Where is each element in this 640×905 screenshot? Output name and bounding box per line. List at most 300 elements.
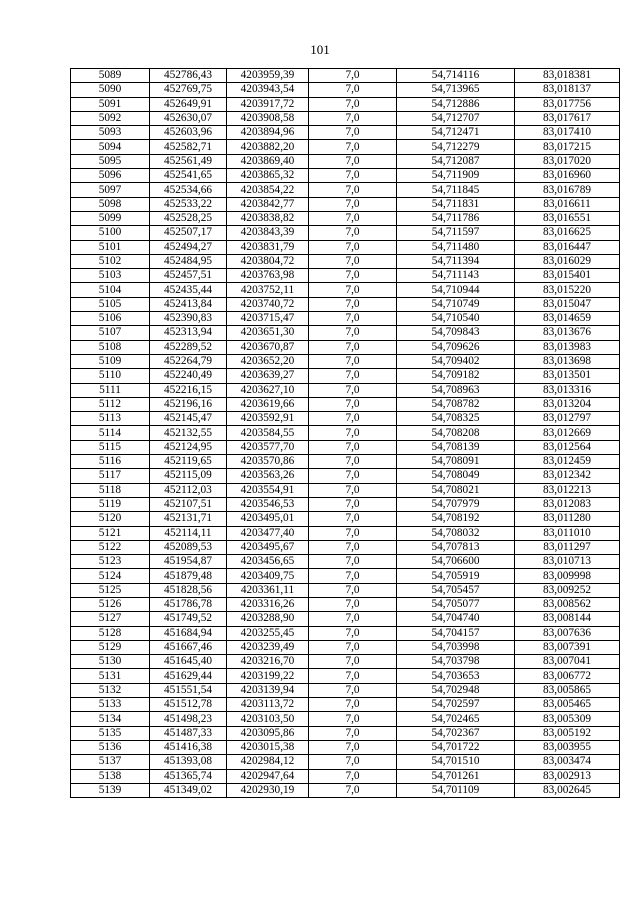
latitude-cell: 54,704157 <box>397 626 515 640</box>
point-number-cell: 5099 <box>71 211 150 225</box>
value-cell: 7,0 <box>309 783 397 797</box>
coordinates-table <box>70 68 620 798</box>
y-coordinate-cell: 4203216,70 <box>227 655 309 669</box>
table-row <box>71 412 620 426</box>
page-number: 101 <box>310 42 330 57</box>
latitude-cell: 54,711480 <box>397 240 515 254</box>
longitude-cell: 83,018137 <box>515 83 620 97</box>
value-cell: 7,0 <box>309 183 397 197</box>
point-number-cell: 5136 <box>71 740 150 754</box>
longitude-cell: 83,017756 <box>515 97 620 111</box>
longitude-cell: 83,010713 <box>515 555 620 569</box>
table-row <box>71 397 620 411</box>
longitude-cell: 83,009252 <box>515 583 620 597</box>
point-number-cell: 5128 <box>71 626 150 640</box>
table-row <box>71 626 620 640</box>
y-coordinate-cell: 4203409,75 <box>227 569 309 583</box>
x-coordinate-cell: 452145,47 <box>150 412 227 426</box>
y-coordinate-cell: 4203869,40 <box>227 154 309 168</box>
value-cell: 7,0 <box>309 354 397 368</box>
point-number-cell: 5101 <box>71 240 150 254</box>
y-coordinate-cell: 4203854,22 <box>227 183 309 197</box>
point-number-cell: 5121 <box>71 526 150 540</box>
x-coordinate-cell: 451786,78 <box>150 597 227 611</box>
longitude-cell: 83,012459 <box>515 455 620 469</box>
value-cell: 7,0 <box>309 455 397 469</box>
y-coordinate-cell: 4203477,40 <box>227 526 309 540</box>
point-number-cell: 5092 <box>71 111 150 125</box>
longitude-cell: 83,008144 <box>515 612 620 626</box>
value-cell: 7,0 <box>309 240 397 254</box>
x-coordinate-cell: 452528,25 <box>150 211 227 225</box>
value-cell: 7,0 <box>309 97 397 111</box>
x-coordinate-cell: 452132,55 <box>150 426 227 440</box>
point-number-cell: 5098 <box>71 197 150 211</box>
y-coordinate-cell: 4203831,79 <box>227 240 309 254</box>
point-number-cell: 5106 <box>71 312 150 326</box>
point-number-cell: 5096 <box>71 169 150 183</box>
longitude-cell: 83,016960 <box>515 169 620 183</box>
table-row <box>71 469 620 483</box>
longitude-cell: 83,013698 <box>515 354 620 368</box>
table-row <box>71 698 620 712</box>
x-coordinate-cell: 452630,07 <box>150 111 227 125</box>
value-cell: 7,0 <box>309 597 397 611</box>
latitude-cell: 54,703998 <box>397 640 515 654</box>
latitude-cell: 54,703653 <box>397 669 515 683</box>
y-coordinate-cell: 4203592,91 <box>227 412 309 426</box>
table-row <box>71 69 620 83</box>
y-coordinate-cell: 4203113,72 <box>227 698 309 712</box>
x-coordinate-cell: 451954,87 <box>150 555 227 569</box>
x-coordinate-cell: 452534,66 <box>150 183 227 197</box>
longitude-cell: 83,016625 <box>515 226 620 240</box>
x-coordinate-cell: 452131,71 <box>150 512 227 526</box>
longitude-cell: 83,011010 <box>515 526 620 540</box>
x-coordinate-cell: 451416,38 <box>150 740 227 754</box>
table-row <box>71 597 620 611</box>
longitude-cell: 83,016789 <box>515 183 620 197</box>
x-coordinate-cell: 452119,65 <box>150 455 227 469</box>
value-cell: 7,0 <box>309 326 397 340</box>
point-number-cell: 5132 <box>71 683 150 697</box>
longitude-cell: 83,015220 <box>515 283 620 297</box>
latitude-cell: 54,710540 <box>397 312 515 326</box>
longitude-cell: 83,017215 <box>515 140 620 154</box>
latitude-cell: 54,701510 <box>397 755 515 769</box>
latitude-cell: 54,708192 <box>397 512 515 526</box>
latitude-cell: 54,701722 <box>397 740 515 754</box>
longitude-cell: 83,005865 <box>515 683 620 697</box>
table-row <box>71 312 620 326</box>
latitude-cell: 54,711143 <box>397 269 515 283</box>
table-row <box>71 526 620 540</box>
latitude-cell: 54,708208 <box>397 426 515 440</box>
x-coordinate-cell: 452124,95 <box>150 440 227 454</box>
point-number-cell: 5108 <box>71 340 150 354</box>
x-coordinate-cell: 452561,49 <box>150 154 227 168</box>
point-number-cell: 5102 <box>71 254 150 268</box>
y-coordinate-cell: 4202930,19 <box>227 783 309 797</box>
x-coordinate-cell: 451512,78 <box>150 698 227 712</box>
value-cell: 7,0 <box>309 126 397 140</box>
x-coordinate-cell: 451551,54 <box>150 683 227 697</box>
y-coordinate-cell: 4203894,96 <box>227 126 309 140</box>
longitude-cell: 83,003955 <box>515 740 620 754</box>
latitude-cell: 54,711394 <box>397 254 515 268</box>
value-cell: 7,0 <box>309 312 397 326</box>
value-cell: 7,0 <box>309 712 397 726</box>
x-coordinate-cell: 452533,22 <box>150 197 227 211</box>
y-coordinate-cell: 4203495,01 <box>227 512 309 526</box>
value-cell: 7,0 <box>309 383 397 397</box>
value-cell: 7,0 <box>309 555 397 569</box>
latitude-cell: 54,708049 <box>397 469 515 483</box>
value-cell: 7,0 <box>309 755 397 769</box>
longitude-cell: 83,017617 <box>515 111 620 125</box>
point-number-cell: 5112 <box>71 397 150 411</box>
longitude-cell: 83,005465 <box>515 698 620 712</box>
y-coordinate-cell: 4203715,47 <box>227 312 309 326</box>
y-coordinate-cell: 4203103,50 <box>227 712 309 726</box>
y-coordinate-cell: 4203865,32 <box>227 169 309 183</box>
x-coordinate-cell: 452264,79 <box>150 354 227 368</box>
value-cell: 7,0 <box>309 683 397 697</box>
x-coordinate-cell: 452289,52 <box>150 340 227 354</box>
longitude-cell: 83,012083 <box>515 497 620 511</box>
value-cell: 7,0 <box>309 669 397 683</box>
point-number-cell: 5095 <box>71 154 150 168</box>
point-number-cell: 5118 <box>71 483 150 497</box>
x-coordinate-cell: 452216,15 <box>150 383 227 397</box>
point-number-cell: 5097 <box>71 183 150 197</box>
latitude-cell: 54,709626 <box>397 340 515 354</box>
longitude-cell: 83,016447 <box>515 240 620 254</box>
value-cell: 7,0 <box>309 726 397 740</box>
point-number-cell: 5089 <box>71 69 150 83</box>
y-coordinate-cell: 4203670,87 <box>227 340 309 354</box>
value-cell: 7,0 <box>309 412 397 426</box>
latitude-cell: 54,705457 <box>397 583 515 597</box>
y-coordinate-cell: 4203316,26 <box>227 597 309 611</box>
x-coordinate-cell: 452114,11 <box>150 526 227 540</box>
point-number-cell: 5117 <box>71 469 150 483</box>
y-coordinate-cell: 4203570,86 <box>227 455 309 469</box>
x-coordinate-cell: 452786,43 <box>150 69 227 83</box>
table-row <box>71 783 620 797</box>
table-row <box>71 340 620 354</box>
value-cell: 7,0 <box>309 483 397 497</box>
table-row <box>71 97 620 111</box>
value-cell: 7,0 <box>309 569 397 583</box>
value-cell: 7,0 <box>309 583 397 597</box>
x-coordinate-cell: 452541,65 <box>150 169 227 183</box>
value-cell: 7,0 <box>309 226 397 240</box>
latitude-cell: 54,702597 <box>397 698 515 712</box>
longitude-cell: 83,003474 <box>515 755 620 769</box>
table-row <box>71 240 620 254</box>
point-number-cell: 5130 <box>71 655 150 669</box>
longitude-cell: 83,005192 <box>515 726 620 740</box>
longitude-cell: 83,011297 <box>515 540 620 554</box>
latitude-cell: 54,709182 <box>397 369 515 383</box>
table-row <box>71 326 620 340</box>
value-cell: 7,0 <box>309 469 397 483</box>
y-coordinate-cell: 4203495,67 <box>227 540 309 554</box>
table-row <box>71 569 620 583</box>
longitude-cell: 83,005309 <box>515 712 620 726</box>
x-coordinate-cell: 452196,16 <box>150 397 227 411</box>
latitude-cell: 54,701261 <box>397 769 515 783</box>
coordinates-table-body <box>71 69 620 798</box>
x-coordinate-cell: 451879,48 <box>150 569 227 583</box>
latitude-cell: 54,711845 <box>397 183 515 197</box>
table-row <box>71 740 620 754</box>
y-coordinate-cell: 4203554,91 <box>227 483 309 497</box>
latitude-cell: 54,708963 <box>397 383 515 397</box>
longitude-cell: 83,007636 <box>515 626 620 640</box>
value-cell: 7,0 <box>309 540 397 554</box>
x-coordinate-cell: 452507,17 <box>150 226 227 240</box>
latitude-cell: 54,712279 <box>397 140 515 154</box>
point-number-cell: 5100 <box>71 226 150 240</box>
point-number-cell: 5138 <box>71 769 150 783</box>
point-number-cell: 5105 <box>71 297 150 311</box>
value-cell: 7,0 <box>309 83 397 97</box>
x-coordinate-cell: 452115,09 <box>150 469 227 483</box>
longitude-cell: 83,018381 <box>515 69 620 83</box>
x-coordinate-cell: 452390,83 <box>150 312 227 326</box>
longitude-cell: 83,014659 <box>515 312 620 326</box>
longitude-cell: 83,015401 <box>515 269 620 283</box>
table-row <box>71 297 620 311</box>
y-coordinate-cell: 4203639,27 <box>227 369 309 383</box>
table-row <box>71 211 620 225</box>
y-coordinate-cell: 4203842,77 <box>227 197 309 211</box>
point-number-cell: 5114 <box>71 426 150 440</box>
longitude-cell: 83,013676 <box>515 326 620 340</box>
table-row <box>71 640 620 654</box>
latitude-cell: 54,711909 <box>397 169 515 183</box>
table-row <box>71 540 620 554</box>
value-cell: 7,0 <box>309 640 397 654</box>
point-number-cell: 5110 <box>71 369 150 383</box>
table-row <box>71 369 620 383</box>
point-number-cell: 5131 <box>71 669 150 683</box>
table-row <box>71 726 620 740</box>
y-coordinate-cell: 4203843,39 <box>227 226 309 240</box>
point-number-cell: 5122 <box>71 540 150 554</box>
point-number-cell: 5111 <box>71 383 150 397</box>
table-row <box>71 769 620 783</box>
point-number-cell: 5129 <box>71 640 150 654</box>
point-number-cell: 5107 <box>71 326 150 340</box>
x-coordinate-cell: 451349,02 <box>150 783 227 797</box>
table-row <box>71 483 620 497</box>
point-number-cell: 5125 <box>71 583 150 597</box>
latitude-cell: 54,702948 <box>397 683 515 697</box>
value-cell: 7,0 <box>309 340 397 354</box>
table-row <box>71 426 620 440</box>
x-coordinate-cell: 451498,23 <box>150 712 227 726</box>
latitude-cell: 54,708325 <box>397 412 515 426</box>
y-coordinate-cell: 4203139,94 <box>227 683 309 697</box>
point-number-cell: 5126 <box>71 597 150 611</box>
y-coordinate-cell: 4203740,72 <box>227 297 309 311</box>
table-row <box>71 226 620 240</box>
longitude-cell: 83,012564 <box>515 440 620 454</box>
longitude-cell: 83,016611 <box>515 197 620 211</box>
latitude-cell: 54,709402 <box>397 354 515 368</box>
point-number-cell: 5137 <box>71 755 150 769</box>
value-cell: 7,0 <box>309 283 397 297</box>
table-row <box>71 197 620 211</box>
y-coordinate-cell: 4203752,11 <box>227 283 309 297</box>
table-row <box>71 712 620 726</box>
value-cell: 7,0 <box>309 769 397 783</box>
x-coordinate-cell: 452107,51 <box>150 497 227 511</box>
latitude-cell: 54,711597 <box>397 226 515 240</box>
y-coordinate-cell: 4203627,10 <box>227 383 309 397</box>
point-number-cell: 5093 <box>71 126 150 140</box>
longitude-cell: 83,006772 <box>515 669 620 683</box>
value-cell: 7,0 <box>309 698 397 712</box>
y-coordinate-cell: 4203239,49 <box>227 640 309 654</box>
latitude-cell: 54,708021 <box>397 483 515 497</box>
longitude-cell: 83,008562 <box>515 597 620 611</box>
latitude-cell: 54,701109 <box>397 783 515 797</box>
longitude-cell: 83,017020 <box>515 154 620 168</box>
point-number-cell: 5133 <box>71 698 150 712</box>
table-row <box>71 111 620 125</box>
latitude-cell: 54,708091 <box>397 455 515 469</box>
point-number-cell: 5104 <box>71 283 150 297</box>
longitude-cell: 83,012669 <box>515 426 620 440</box>
value-cell: 7,0 <box>309 440 397 454</box>
table-row <box>71 440 620 454</box>
point-number-cell: 5115 <box>71 440 150 454</box>
longitude-cell: 83,011280 <box>515 512 620 526</box>
y-coordinate-cell: 4203288,90 <box>227 612 309 626</box>
value-cell: 7,0 <box>309 154 397 168</box>
y-coordinate-cell: 4203456,65 <box>227 555 309 569</box>
x-coordinate-cell: 452457,51 <box>150 269 227 283</box>
longitude-cell: 83,013501 <box>515 369 620 383</box>
longitude-cell: 83,012797 <box>515 412 620 426</box>
y-coordinate-cell: 4202984,12 <box>227 755 309 769</box>
table-row <box>71 755 620 769</box>
longitude-cell: 83,013204 <box>515 397 620 411</box>
latitude-cell: 54,711831 <box>397 197 515 211</box>
latitude-cell: 54,705077 <box>397 597 515 611</box>
latitude-cell: 54,712707 <box>397 111 515 125</box>
y-coordinate-cell: 4203015,38 <box>227 740 309 754</box>
y-coordinate-cell: 4203651,30 <box>227 326 309 340</box>
table-row <box>71 254 620 268</box>
value-cell: 7,0 <box>309 169 397 183</box>
x-coordinate-cell: 452494,27 <box>150 240 227 254</box>
latitude-cell: 54,710749 <box>397 297 515 311</box>
table-row <box>71 169 620 183</box>
table-row <box>71 154 620 168</box>
latitude-cell: 54,705919 <box>397 569 515 583</box>
point-number-cell: 5119 <box>71 497 150 511</box>
y-coordinate-cell: 4203199,22 <box>227 669 309 683</box>
latitude-cell: 54,711786 <box>397 211 515 225</box>
value-cell: 7,0 <box>309 369 397 383</box>
value-cell: 7,0 <box>309 655 397 669</box>
table-row <box>71 283 620 297</box>
x-coordinate-cell: 451749,52 <box>150 612 227 626</box>
point-number-cell: 5090 <box>71 83 150 97</box>
y-coordinate-cell: 4203908,58 <box>227 111 309 125</box>
value-cell: 7,0 <box>309 512 397 526</box>
y-coordinate-cell: 4203882,20 <box>227 140 309 154</box>
latitude-cell: 54,709843 <box>397 326 515 340</box>
point-number-cell: 5123 <box>71 555 150 569</box>
latitude-cell: 54,708139 <box>397 440 515 454</box>
longitude-cell: 83,016029 <box>515 254 620 268</box>
point-number-cell: 5109 <box>71 354 150 368</box>
value-cell: 7,0 <box>309 140 397 154</box>
y-coordinate-cell: 4203959,39 <box>227 69 309 83</box>
x-coordinate-cell: 452769,75 <box>150 83 227 97</box>
y-coordinate-cell: 4203943,54 <box>227 83 309 97</box>
value-cell: 7,0 <box>309 426 397 440</box>
table-row <box>71 383 620 397</box>
x-coordinate-cell: 452649,91 <box>150 97 227 111</box>
longitude-cell: 83,002913 <box>515 769 620 783</box>
y-coordinate-cell: 4203619,66 <box>227 397 309 411</box>
table-row <box>71 683 620 697</box>
point-number-cell: 5124 <box>71 569 150 583</box>
point-number-cell: 5094 <box>71 140 150 154</box>
y-coordinate-cell: 4203546,53 <box>227 497 309 511</box>
value-cell: 7,0 <box>309 497 397 511</box>
table-row <box>71 669 620 683</box>
longitude-cell: 83,012342 <box>515 469 620 483</box>
longitude-cell: 83,002645 <box>515 783 620 797</box>
x-coordinate-cell: 451667,46 <box>150 640 227 654</box>
value-cell: 7,0 <box>309 397 397 411</box>
longitude-cell: 83,016551 <box>515 211 620 225</box>
y-coordinate-cell: 4203361,11 <box>227 583 309 597</box>
x-coordinate-cell: 452484,95 <box>150 254 227 268</box>
x-coordinate-cell: 452435,44 <box>150 283 227 297</box>
y-coordinate-cell: 4203095,86 <box>227 726 309 740</box>
x-coordinate-cell: 451487,33 <box>150 726 227 740</box>
latitude-cell: 54,712471 <box>397 126 515 140</box>
point-number-cell: 5116 <box>71 455 150 469</box>
y-coordinate-cell: 4203917,72 <box>227 97 309 111</box>
longitude-cell: 83,015047 <box>515 297 620 311</box>
latitude-cell: 54,712087 <box>397 154 515 168</box>
value-cell: 7,0 <box>309 69 397 83</box>
table-row <box>71 140 620 154</box>
table-row <box>71 126 620 140</box>
value-cell: 7,0 <box>309 526 397 540</box>
latitude-cell: 54,707979 <box>397 497 515 511</box>
x-coordinate-cell: 452240,49 <box>150 369 227 383</box>
point-number-cell: 5120 <box>71 512 150 526</box>
latitude-cell: 54,714116 <box>397 69 515 83</box>
x-coordinate-cell: 452089,53 <box>150 540 227 554</box>
value-cell: 7,0 <box>309 254 397 268</box>
latitude-cell: 54,707813 <box>397 540 515 554</box>
latitude-cell: 54,702465 <box>397 712 515 726</box>
table-row <box>71 269 620 283</box>
longitude-cell: 83,012213 <box>515 483 620 497</box>
